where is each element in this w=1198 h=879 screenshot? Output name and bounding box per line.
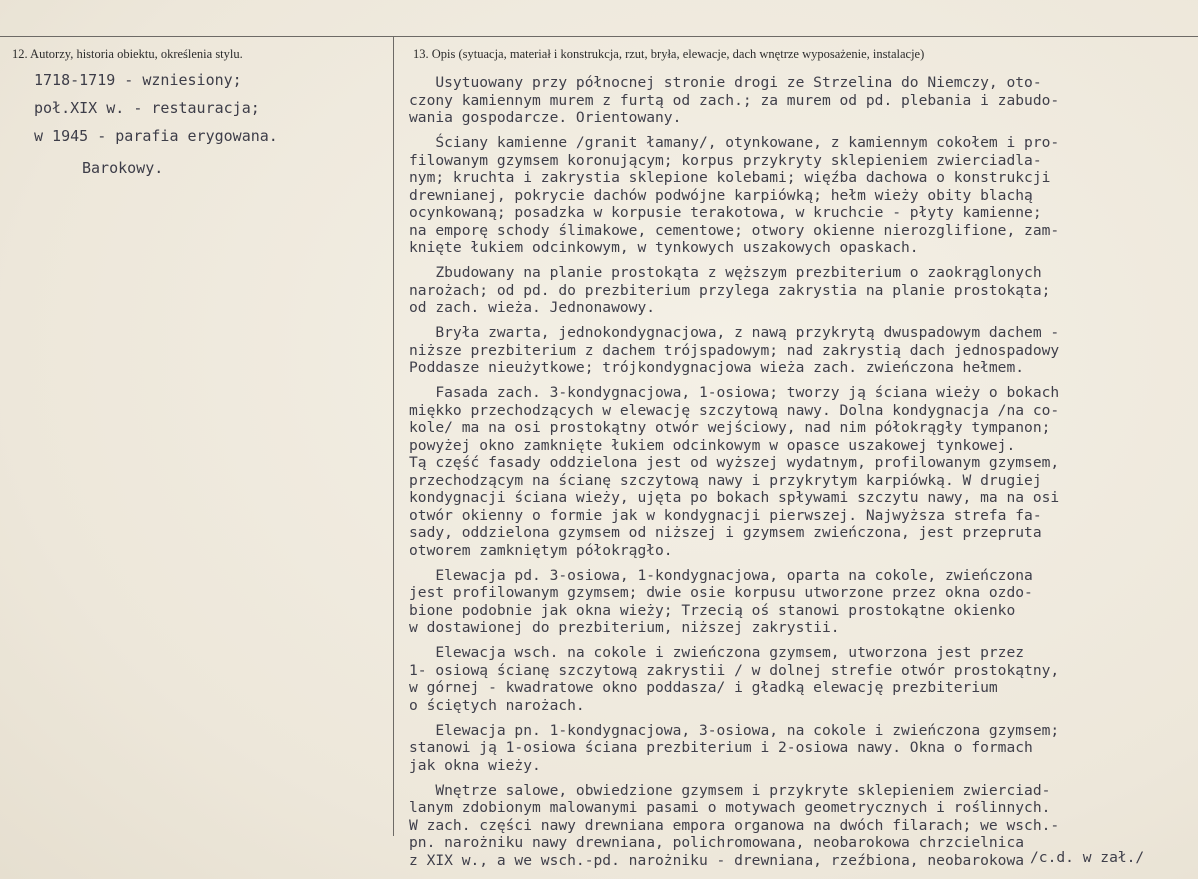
text-line: Usytuowany przy północnej stronie drogi ze Strzelina do Niemczy, oto-	[409, 74, 1042, 91]
section-13-header: 13. Opis (sytuacja, materiał i konstrukcja, rzut, bryła, elewacje, dach wnętrze wyposażenie, instalacje)	[413, 47, 925, 61]
history-line-parish: w 1945 - parafia erygowana.	[34, 127, 278, 145]
description-paragraph	[409, 384, 1189, 559]
description-paragraph	[409, 567, 1189, 637]
text-line: sady, oddzielona gzymsem od niższej i gzymsem zwieńczona, jest przepruta	[409, 524, 1042, 541]
section-12-header: 12. Autorzy, historia obiektu, określenia stylu.	[12, 47, 243, 61]
text-line: 1- osiową ścianę szczytową zakrystii / w dolnej strefie otwór prostokątny,	[409, 661, 1060, 679]
text-line: Ściany kamienne /granit łamany/, otynkowane, z kamiennym cokołem i pro-	[409, 134, 1060, 151]
text-line: Elewacja pn. 1-kondygnacjowa, 3-osiowa, na cokole i zwieńczona gzymsem;	[409, 721, 1060, 739]
text-line: Zbudowany na planie prostokąta z węższym prezbiterium o zaokrąglonych	[409, 264, 1042, 281]
column-divider	[393, 36, 394, 836]
text-line: z XIX w., a we wsch.-pd. narożniku - drewniana, rzeźbiona, neobarokowa	[409, 851, 1025, 869]
text-line: pn. narożniku nawy drewniana, polichromowana, neobarokowa chrzcielnica	[409, 834, 1025, 851]
text-line: stanowi ją 1-osiowa ściana prezbiterium i 2-osiowa nawy. Okna o formach	[409, 739, 1033, 756]
description-paragraph	[409, 264, 1189, 317]
text-line: w górnej - kwadratowe okno poddasza/ i gładką elewację prezbiterium	[409, 679, 998, 696]
text-line: otworem zamkniętym półokrągło.	[409, 541, 673, 559]
text-line: filowanym gzymsem koronującym; korpus przykryty sklepieniem zwierciadla-	[409, 151, 1042, 169]
text-line: otwór okienny o formie jak w kondygnacji pierwszej. Najwyższa strefa fa-	[409, 506, 1042, 524]
history-line-construction: 1718-1719 - wzniesiony;	[34, 71, 242, 89]
description-paragraph	[409, 324, 1189, 377]
text-line: W zach. części nawy drewniana empora organowa na dwóch filarach; we wsch.-	[409, 816, 1060, 834]
text-line: Fasada zach. 3-kondygnacjowa, 1-osiowa; tworzy ją ściana wieży o bokach	[409, 384, 1060, 401]
text-line: na emporę schody ślimakowe, cementowe; otwory okienne nierozglifione, zam-	[409, 221, 1060, 239]
description-paragraph	[409, 644, 1189, 714]
text-line: kole/ ma na osi prostokątny otwór wejściowy, nad nim półokrągły tympanon;	[409, 419, 1051, 436]
text-line: knięte łukiem odcinkowym, w tynkowych uszakowych opaskach.	[409, 239, 919, 256]
text-line: przechodzącym na ścianę szczytową nawy i przykrytym karpiówką. W drugiej	[409, 471, 1042, 489]
text-line: Bryła zwarta, jednokondygnacjowa, z nawą przykrytą dwuspadowym dachem -	[409, 324, 1060, 341]
text-line: Elewacja pd. 3-osiowa, 1-kondygnacjowa, oparta na cokole, zwieńczona	[409, 566, 1033, 584]
description-text	[409, 74, 1189, 877]
text-line: Poddasze nieużytkowe; trójkondygnacjowa wieża zach. zwieńczona hełmem.	[409, 359, 1025, 376]
description-paragraph	[409, 74, 1189, 127]
text-line: drewnianej, pokrycie dachów podwójne karpiówką; hełm wieży obity blachą	[409, 186, 1033, 204]
text-line: jak okna wieży.	[409, 756, 541, 774]
text-line: nym; kruchta i zakrystia sklepione kolebami; więźba dachowa o konstrukcji	[409, 169, 1051, 186]
history-line-restoration: poł.XIX w. - restauracja;	[34, 99, 260, 117]
text-line: powyżej okno zamknięte łukiem odcinkowym w opasce uszakowej tynkowej.	[409, 436, 1016, 454]
text-line: czony kamiennym murem z furtą od zach.; za murem od pd. plebania i zabudo-	[409, 91, 1060, 109]
text-line: jest profilowanym gzymsem; dwie osie korpusu utworzone przez okna ozdo-	[409, 584, 1033, 601]
continuation-note: /c.d. w zał./	[1030, 849, 1145, 866]
description-paragraph	[409, 722, 1189, 775]
description-paragraph	[409, 134, 1189, 257]
text-line: w dostawionej do prezbiterium, niższej zakrystii.	[409, 619, 840, 636]
style-label: Barokowy.	[82, 159, 164, 177]
text-line: narożach; od pd. do prezbiterium przylega zakrystia na planie prostokąta;	[409, 281, 1051, 299]
header-divider	[0, 36, 1198, 37]
text-line: kondygnacji ściana wieży, ujęta po bokach spływami szczytu nawy, ma na osi	[409, 489, 1060, 506]
text-line: Elewacja wsch. na cokole i zwieńczona gzymsem, utworzona jest przez	[409, 644, 1025, 661]
text-line: lanym zdobionym malowanymi pasami o motywach geometrycznych i roślinnych.	[409, 799, 1051, 816]
text-line: bione podobnie jak okna wieży; Trzecią oś stanowi prostokątne okienko	[409, 601, 1016, 619]
text-line: miękko przechodzących w elewację szczytową nawy. Dolna kondygnacja /na co-	[409, 401, 1060, 419]
text-line: od zach. wieża. Jednonawowy.	[409, 299, 656, 316]
text-line: Tą część fasady oddzielona jest od wyższej wydatnym, profilowanym gzymsem,	[409, 454, 1060, 471]
text-line: wania gospodarcze. Orientowany.	[409, 109, 682, 126]
text-line: Wnętrze salowe, obwiedzione gzymsem i przykryte sklepieniem zwierciad-	[409, 781, 1051, 799]
text-line: ocynkowaną; posadzka w korpusie terakotowa, w kruchcie - płyty kamienne;	[409, 204, 1042, 221]
text-line: o ściętych narożach.	[409, 696, 585, 714]
text-line: niższe prezbiterium z dachem trójspadowym; nad zakrystią dach jednospadowy	[409, 341, 1060, 359]
